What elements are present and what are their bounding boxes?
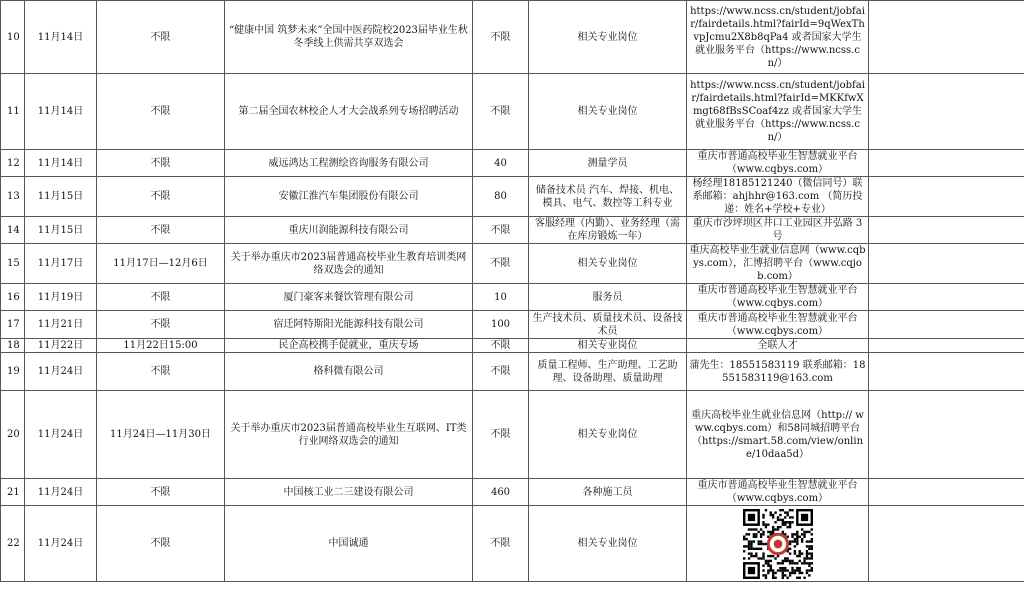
cell-position: 储备技术员 汽车、焊接、机电、模具、电气、数控等工科专业 [529,177,687,217]
cell-count: 不限 [473,1,529,74]
cell-count: 10 [473,284,529,311]
cell-name: 关于举办重庆市2023届普通高校毕业生教育培训类网络双选会的通知 [225,244,473,284]
cell-date: 11月14日 [25,1,97,74]
cell-contact [687,506,869,582]
table-row [1,177,1024,217]
cell-time: 不限 [97,284,225,311]
cell-name: 格科微有限公司 [225,353,473,391]
cell-time: 不限 [97,217,225,244]
cell-no: 19 [1,353,25,391]
cell-name: 中国诚通 [225,506,473,582]
table-row [1,1,1024,74]
cell-position: 相关专业岗位 [529,1,687,74]
table-row [1,479,1024,506]
cell-contact: https://www.ncss.cn/student/jobfair/fairdetails.html?fairId=9qWexThvpJcmu2X8b8qPa4 或者国家大学生就业服务平台（https://www.ncss.cn/） [687,1,869,74]
cell-count: 80 [473,177,529,217]
cell-name: 重庆川润能源科技有限公司 [225,217,473,244]
cell-position: 相关专业岗位 [529,339,687,353]
cell-no: 13 [1,177,25,217]
table-row [1,284,1024,311]
cell-no: 18 [1,339,25,353]
cell-time: 不限 [97,177,225,217]
cell-name: 关于举办重庆市2023届普通高校毕业生互联网、IT类行业网络双选会的通知 [225,391,473,479]
cell-name: 第二届全国农林校企人才大会战系列专场招聘活动 [225,74,473,150]
empty-cell [869,74,1024,150]
cell-date: 11月19日 [25,284,97,311]
empty-cell [869,311,1024,339]
cell-time: 11月22日15:00 [97,339,225,353]
cell-contact: 重庆市沙坪坝区井口工业园区井弘路 3 号 [687,217,869,244]
cell-contact: 重庆高校毕业生就业信息网（www.cqbys.com），汇博招聘平台（www.cqjob.com） [687,244,869,284]
empty-cell [869,506,1024,582]
cell-time: 不限 [97,1,225,74]
cell-name: “健康中国 筑梦未来”全国中医药院校2023届毕业生秋冬季线上供需共享双选会 [225,1,473,74]
cell-name: 宿迁阿特斯阳光能源科技有限公司 [225,311,473,339]
cell-contact: 重庆市普通高校毕业生智慧就业平台（www.cqbys.com） [687,479,869,506]
empty-cell [869,244,1024,284]
empty-cell [869,177,1024,217]
cell-no: 15 [1,244,25,284]
cell-position: 服务员 [529,284,687,311]
cell-date: 11月15日 [25,217,97,244]
cell-no: 14 [1,217,25,244]
cell-time: 不限 [97,353,225,391]
cell-position: 生产技术员、质量技术员、设备技术员 [529,311,687,339]
cell-contact: 蒲先生：18551583119 联系邮箱：18551583119@163.com [687,353,869,391]
cell-no: 22 [1,506,25,582]
empty-cell [869,150,1024,177]
cell-date: 11月14日 [25,150,97,177]
cell-contact: 重庆市普通高校毕业生智慧就业平台（www.cqbys.com） [687,284,869,311]
empty-cell [869,284,1024,311]
cell-count: 不限 [473,506,529,582]
cell-count: 不限 [473,217,529,244]
cell-name: 威远鸿达工程测绘咨询服务有限公司 [225,150,473,177]
table-row [1,311,1024,339]
cell-no: 21 [1,479,25,506]
cell-count: 40 [473,150,529,177]
cell-time: 不限 [97,150,225,177]
cell-no: 16 [1,284,25,311]
cell-count: 不限 [473,339,529,353]
table-row [1,244,1024,284]
empty-cell [869,339,1024,353]
cell-name: 民企高校携手促就业，重庆专场 [225,339,473,353]
empty-cell [869,479,1024,506]
cell-contact: 重庆市普通高校毕业生智慧就业平台（www.cqbys.com） [687,311,869,339]
empty-cell [869,1,1024,74]
cell-date: 11月24日 [25,391,97,479]
cell-count: 100 [473,311,529,339]
cell-date: 11月24日 [25,506,97,582]
cell-date: 11月24日 [25,479,97,506]
cell-no: 17 [1,311,25,339]
cell-contact: 杨经理18185121240（微信同号）联系邮箱：ahjhhr@163.com （简历投递：姓名+学校+专业） [687,177,869,217]
cell-contact: https://www.ncss.cn/student/jobfair/fairdetails.html?fairId=MKKfwXmgt68fBsSCoaf4zz 或者国家大学生就业服务平台（https://www.ncss.cn/） [687,74,869,150]
cell-position: 质量工程师、生产助理、工艺助理、设备助理、质量助理 [529,353,687,391]
cell-count: 不限 [473,391,529,479]
table-row [1,391,1024,479]
cell-date: 11月22日 [25,339,97,353]
cell-name: 厦门豪客来餐饮管理有限公司 [225,284,473,311]
cell-date: 11月17日 [25,244,97,284]
cell-contact: 重庆高校毕业生就业信息网（http:// www.cqbys.com）和58同城招聘平台（https://smart.58.com/view/online/10daa5d） [687,391,869,479]
cell-date: 11月15日 [25,177,97,217]
cell-no: 10 [1,1,25,74]
cell-time: 11月24日—11月30日 [97,391,225,479]
cell-position: 相关专业岗位 [529,74,687,150]
cell-time: 11月17日—12月6日 [97,244,225,284]
cell-name: 中国核工业二三建设有限公司 [225,479,473,506]
cell-date: 11月24日 [25,353,97,391]
cell-time: 不限 [97,506,225,582]
cell-count: 不限 [473,74,529,150]
cell-count: 不限 [473,244,529,284]
cell-no: 12 [1,150,25,177]
cell-position: 相关专业岗位 [529,506,687,582]
cell-date: 11月14日 [25,74,97,150]
cell-position: 相关专业岗位 [529,391,687,479]
cell-position: 各种施工员 [529,479,687,506]
cell-contact: 重庆市普通高校毕业生智慧就业平台（www.cqbys.com） [687,150,869,177]
table-row [1,339,1024,353]
cell-count: 不限 [473,353,529,391]
cell-date: 11月21日 [25,311,97,339]
cell-position: 客服经理（内勤）、业务经理（需在库房锻炼一年） [529,217,687,244]
cell-time: 不限 [97,74,225,150]
table-row [1,150,1024,177]
table-row [1,74,1024,150]
empty-cell [869,217,1024,244]
cell-no: 11 [1,74,25,150]
cell-count: 460 [473,479,529,506]
empty-cell [869,391,1024,479]
table-row [1,217,1024,244]
cell-time: 不限 [97,479,225,506]
empty-cell [869,353,1024,391]
table-row [1,506,1024,582]
table-row [1,353,1024,391]
cell-time: 不限 [97,311,225,339]
cell-no: 20 [1,391,25,479]
cell-name: 安徽江淮汽车集团股份有限公司 [225,177,473,217]
qr-code-icon [743,509,813,579]
cell-position: 相关专业岗位 [529,244,687,284]
cell-position: 测量学员 [529,150,687,177]
cell-contact: 全联人才 [687,339,869,353]
